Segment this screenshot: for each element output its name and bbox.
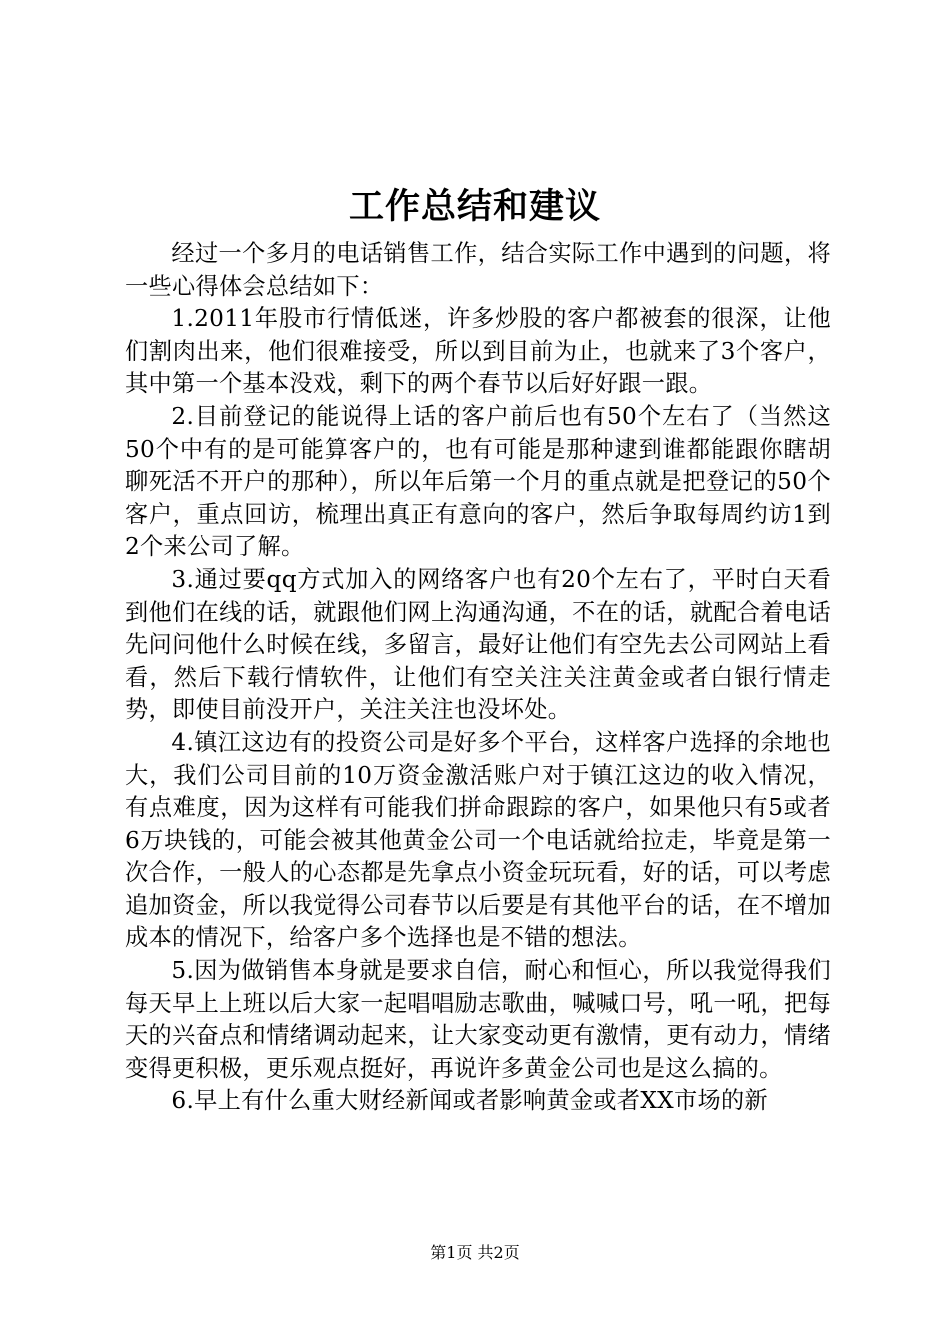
paragraph-item-6: 6.早上有什么重大财经新闻或者影响黄金或者XX市场的新 — [171, 1087, 768, 1115]
document-body — [125, 238, 831, 1118]
paragraph-item-1: 1.2011年股市行情低迷，许多炒股的客户都被套的很深，让他们割肉出来，他们很难接受，所以到目前为止，也就来了3个客户，其中第一个基本没戏，剩下的两个春节以后好好跟一跟。 — [125, 305, 831, 398]
document-title: 工作总结和建议 — [348, 186, 601, 227]
paragraph-item-5: 5.因为做销售本身就是要求自信，耐心和恒心，所以我觉得我们每天早上上班以后大家一起唱唱励志歌曲，喊喊口号，吼一吼，把每天的兴奋点和情绪调动起来，让大家变动更有激情，更有动力，情绪变得更积极，更乐观点挺好，再说许多黄金公司也是这么搞的。 — [125, 957, 831, 1082]
paragraph-intro: 经过一个多月的电话销售工作，结合实际工作中遇到的问题，将一些心得体会总结如下： — [125, 240, 831, 300]
page-footer: 第1页 共2页 — [430, 1243, 520, 1262]
paragraph-item-4: 4.镇江这边有的投资公司是好多个平台，这样客户选择的余地也大，我们公司目前的10万资金激活账户对于镇江这边的收入情况，有点难度，因为这样有可能我们拼命跟踪的客户，如果他只有5或者6万块钱的，可能会被其他黄金公司一个电话就给拉走，毕竟是第一次合作，一般人的心态都是先拿点小资金玩玩看，好的话，可以考虑追加资金，所以我觉得公司春节以后要是有其他平台的话，在不增加成本的情况下，给客户多个选择也是不错的想法。 — [125, 728, 831, 952]
paragraph-item-3: 3.通过要qq方式加入的网络客户也有20个左右了，平时白天看到他们在线的话，就跟他们网上沟通沟通，不在的话，就配合着电话先问问他什么时候在线，多留言，最好让他们有空先去公司网站上看看，然后下载行情软件，让他们有空关注关注黄金或者白银行情走势，即使目前没开户，关注关注也没坏处。 — [125, 565, 831, 724]
paragraph-item-2: 2.目前登记的能说得上话的客户前后也有50个左右了（当然这50个中有的是可能算客户的，也有可能是那种逮到谁都能跟你瞎胡聊死活不开户的那种），所以年后第一个月的重点就是把登记的50个客户，重点回访，梳理出真正有意向的客户，然后争取每周约访1到2个来公司了解。 — [125, 402, 831, 561]
